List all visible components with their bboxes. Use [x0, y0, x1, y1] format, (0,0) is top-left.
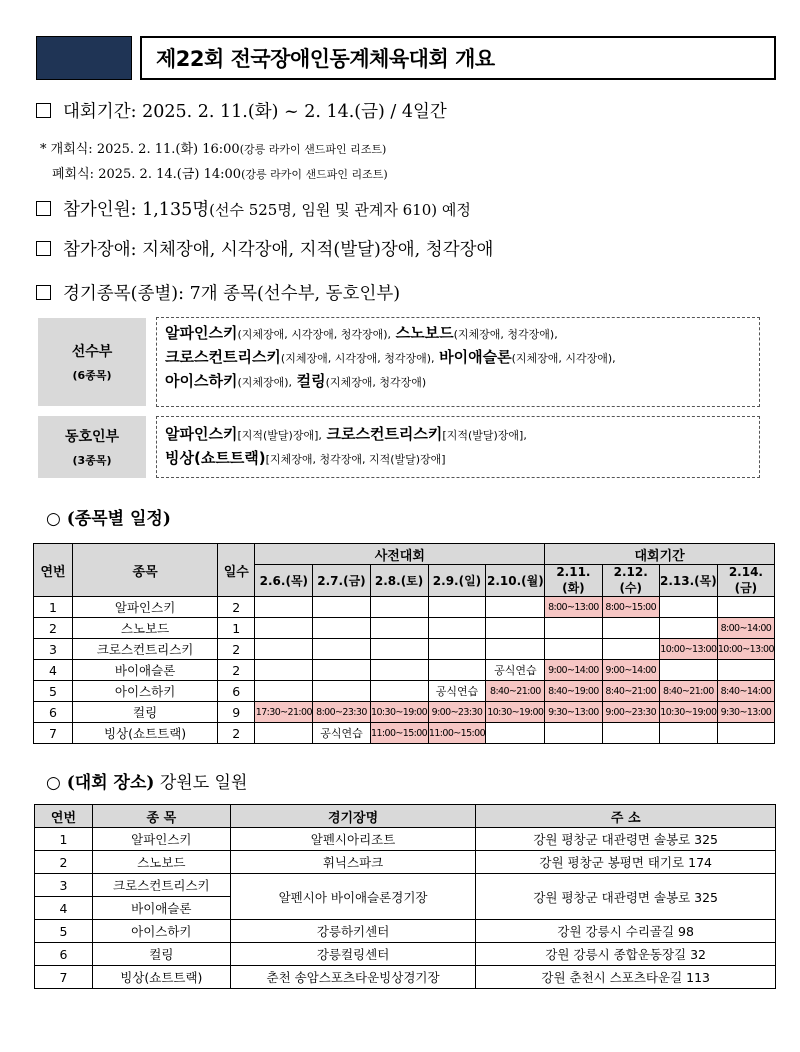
sport-name: 알파인스키	[165, 425, 238, 443]
club-line-1	[165, 423, 751, 447]
venue-no: 7	[35, 966, 93, 989]
venue-address: 강원 평창군 대관령면 솔봉로 325	[476, 874, 776, 920]
venue-heading	[46, 768, 247, 793]
venue-no: 4	[35, 897, 93, 920]
venue-sport: 아이스하키	[92, 920, 230, 943]
table-row	[34, 618, 775, 639]
schedule-cell	[659, 723, 717, 744]
venue-address: 강원 춘천시 스포츠타운길 113	[476, 966, 776, 989]
venue-header-no: 연번	[35, 805, 93, 828]
schedule-cell	[717, 597, 774, 618]
schedule-cell: 11:00~15:00	[370, 723, 428, 744]
schedule-cell	[659, 597, 717, 618]
venue-name: 춘천 송암스포츠타운빙상경기장	[230, 966, 476, 989]
sport-detail: (지체장애, 시각장애, 청각장애),	[280, 352, 435, 365]
title-block	[36, 36, 776, 80]
row-sport: 바이애슬론	[73, 660, 218, 681]
venue-name: 강릉하키센터	[230, 920, 476, 943]
athlete-division-title: 선수부	[71, 344, 113, 360]
schedule-cell	[370, 639, 428, 660]
checkbox-square-icon	[36, 103, 51, 118]
club-division-box	[156, 416, 760, 478]
row-no: 2	[34, 618, 73, 639]
schedule-cell	[370, 681, 428, 702]
venue-address: 강원 평창군 봉평면 태기로 174	[476, 851, 776, 874]
opening-value: 2025. 2. 11.(화) 16:00	[96, 142, 240, 157]
sports-count-line	[36, 280, 400, 305]
schedule-cell	[313, 639, 370, 660]
schedule-cell: 8:40~19:00	[545, 681, 602, 702]
row-no: 7	[34, 723, 73, 744]
venue-sport: 크로스컨트리스키	[92, 874, 230, 897]
venue-no: 5	[35, 920, 93, 943]
schedule-cell: 10:30~19:00	[370, 702, 428, 723]
schedule-cell	[313, 660, 370, 681]
sport-detail: (지체장애, 청각장애),	[453, 328, 558, 341]
schedule-cell: 공식연습	[428, 681, 486, 702]
checkbox-square-icon	[36, 241, 51, 256]
date-header: 2.8.(토)	[370, 565, 428, 597]
period-value: 2025. 2. 11.(화) ~ 2. 14.(금) / 4일간	[142, 102, 447, 122]
schedule-cell	[370, 660, 428, 681]
row-days: 2	[218, 723, 255, 744]
venue-address: 강원 강릉시 수리골길 98	[476, 920, 776, 943]
schedule-cell	[255, 597, 313, 618]
table-row	[35, 920, 776, 943]
schedule-cell	[486, 597, 545, 618]
venue-no: 3	[35, 874, 93, 897]
schedule-cell: 17:30~21:00	[255, 702, 313, 723]
sport-name: 바이애슬론	[439, 348, 512, 366]
schedule-cell	[255, 723, 313, 744]
row-days: 6	[218, 681, 255, 702]
date-header: 2.6.(목)	[255, 565, 313, 597]
date-header: 2.14.(금)	[717, 565, 774, 597]
schedule-cell: 10:00~13:00	[717, 639, 774, 660]
date-header: 2.12.(수)	[602, 565, 659, 597]
venue-sport: 빙상(쇼트트랙)	[92, 966, 230, 989]
sport-detail: (지체장애, 시각장애),	[511, 352, 616, 365]
table-row	[35, 943, 776, 966]
sport-detail: (지체장애, 시각장애, 청각장애),	[237, 328, 392, 341]
schedule-cell: 10:00~13:00	[659, 639, 717, 660]
schedule-cell	[659, 660, 717, 681]
schedule-cell	[255, 639, 313, 660]
date-header: 2.7.(금)	[313, 565, 370, 597]
participants-count: 1,135명	[142, 200, 210, 220]
athlete-line-1	[165, 322, 751, 346]
checkbox-square-icon	[36, 285, 51, 300]
table-row	[35, 874, 776, 897]
schedule-cell	[255, 618, 313, 639]
schedule-cell	[486, 639, 545, 660]
venue-header-venue: 경기장명	[230, 805, 476, 828]
header-no: 연번	[34, 544, 73, 597]
sport-detail: [지적(발달)장애],	[237, 429, 322, 442]
row-days: 2	[218, 639, 255, 660]
schedule-cell	[602, 639, 659, 660]
disabilities-label: 참가장애:	[63, 240, 137, 260]
schedule-cell	[428, 660, 486, 681]
row-days: 2	[218, 597, 255, 618]
period-line	[36, 98, 447, 123]
row-sport: 알파인스키	[73, 597, 218, 618]
page-title: 제22회 전국장애인동계체육대회 개요	[140, 36, 776, 80]
schedule-body	[34, 597, 775, 744]
table-row	[34, 639, 775, 660]
opening-label: * 개회식:	[40, 142, 93, 157]
closing-place: (강릉 라카이 샌드파인 리조트)	[241, 168, 388, 181]
schedule-cell	[602, 723, 659, 744]
closing-line	[52, 163, 388, 182]
row-sport: 크로스컨트리스키	[73, 639, 218, 660]
venue-heading-label: ○ (대회 장소)	[46, 773, 155, 793]
sport-detail: (지체장애, 청각장애)	[325, 376, 427, 389]
opening-place: (강릉 라카이 샌드파인 리조트)	[239, 143, 387, 156]
schedule-cell	[545, 723, 602, 744]
schedule-cell	[659, 618, 717, 639]
row-sport: 스노보드	[73, 618, 218, 639]
venue-header-sport: 종 목	[92, 805, 230, 828]
athlete-division-label	[38, 318, 146, 406]
header-sport: 종목	[73, 544, 218, 597]
schedule-heading: ○ (종목별 일정)	[46, 509, 171, 529]
venue-name: 알펜시아 바이애슬론경기장	[230, 874, 476, 920]
table-row	[34, 723, 775, 744]
venue-sport: 스노보드	[92, 851, 230, 874]
venue-heading-region: 강원도 일원	[159, 773, 248, 793]
venue-table	[34, 804, 776, 989]
schedule-cell	[717, 723, 774, 744]
table-row	[34, 660, 775, 681]
date-header: 2.10.(월)	[486, 565, 545, 597]
schedule-cell	[428, 618, 486, 639]
schedule-cell	[717, 660, 774, 681]
venue-address: 강원 평창군 대관령면 솔봉로 325	[476, 828, 776, 851]
venue-header-address: 주 소	[476, 805, 776, 828]
row-days: 2	[218, 660, 255, 681]
sport-name: 알파인스키	[165, 324, 238, 342]
table-row	[35, 851, 776, 874]
schedule-cell: 10:30~19:00	[659, 702, 717, 723]
venue-sport: 컬링	[92, 943, 230, 966]
row-no: 1	[34, 597, 73, 618]
table-row	[35, 966, 776, 989]
venue-address: 강원 강릉시 종합운동장길 32	[476, 943, 776, 966]
schedule-cell: 8:00~23:30	[313, 702, 370, 723]
sports-count-value: 7개 종목(선수부, 동호인부)	[189, 284, 401, 304]
schedule-cell: 10:30~19:00	[486, 702, 545, 723]
row-no: 5	[34, 681, 73, 702]
schedule-cell: 9:00~14:00	[602, 660, 659, 681]
participants-label: 참가인원:	[63, 200, 137, 220]
schedule-cell: 9:30~13:00	[545, 702, 602, 723]
sport-detail: [지체장애, 청각장애, 지적(발달)장애]	[265, 453, 446, 466]
venue-name: 알펜시아리조트	[230, 828, 476, 851]
schedule-cell: 8:00~13:00	[545, 597, 602, 618]
disabilities-line	[36, 236, 493, 261]
schedule-cell: 11:00~15:00	[428, 723, 486, 744]
venue-sport: 바이애슬론	[92, 897, 230, 920]
table-row	[34, 597, 775, 618]
venue-no: 6	[35, 943, 93, 966]
closing-value: 2025. 2. 14.(금) 14:00	[98, 167, 242, 182]
venue-sport: 알파인스키	[92, 828, 230, 851]
sport-name: 빙상(쇼트트랙)	[165, 449, 266, 467]
schedule-cell: 8:40~21:00	[486, 681, 545, 702]
row-days: 1	[218, 618, 255, 639]
sport-name: 크로스컨트리스키	[165, 348, 281, 366]
schedule-cell	[370, 618, 428, 639]
schedule-cell: 공식연습	[486, 660, 545, 681]
schedule-cell	[313, 618, 370, 639]
venue-name: 강릉컬링센터	[230, 943, 476, 966]
table-row	[35, 828, 776, 851]
schedule-cell: 8:40~14:00	[717, 681, 774, 702]
sport-name: 크로스컨트리스키	[326, 425, 443, 443]
date-header: 2.13.(목)	[659, 565, 717, 597]
venue-name: 휘닉스파크	[230, 851, 476, 874]
athlete-line-3	[165, 370, 751, 394]
schedule-cell: 9:00~14:00	[545, 660, 602, 681]
header-pre-event: 사전대회	[255, 544, 545, 565]
schedule-cell	[428, 639, 486, 660]
row-no: 4	[34, 660, 73, 681]
schedule-cell: 공식연습	[313, 723, 370, 744]
club-division-title: 동호인부	[64, 429, 120, 445]
schedule-cell	[255, 660, 313, 681]
row-no: 3	[34, 639, 73, 660]
sport-name: 아이스하키	[165, 372, 238, 390]
schedule-cell: 8:00~14:00	[717, 618, 774, 639]
sport-name: 스노보드	[395, 324, 454, 342]
row-days: 9	[218, 702, 255, 723]
schedule-cell: 9:00~23:30	[602, 702, 659, 723]
participants-line	[36, 196, 471, 221]
table-row	[34, 681, 775, 702]
schedule-table	[33, 543, 775, 744]
date-header: 2.9.(일)	[428, 565, 486, 597]
date-header: 2.11.(화)	[545, 565, 602, 597]
row-sport: 아이스하키	[73, 681, 218, 702]
venue-body	[35, 828, 776, 989]
athlete-division-count: (6종목)	[72, 369, 112, 382]
schedule-cell: 8:40~21:00	[659, 681, 717, 702]
table-row	[34, 702, 775, 723]
schedule-cell	[428, 597, 486, 618]
row-no: 6	[34, 702, 73, 723]
schedule-cell: 8:00~15:00	[602, 597, 659, 618]
title-decoration	[36, 36, 132, 80]
row-sport: 빙상(쇼트트랙)	[73, 723, 218, 744]
schedule-cell	[370, 597, 428, 618]
header-days: 일수	[218, 544, 255, 597]
schedule-cell	[545, 618, 602, 639]
venue-no: 2	[35, 851, 93, 874]
sport-detail: [지적(발달)장애],	[442, 429, 527, 442]
header-main-event: 대회기간	[545, 544, 775, 565]
schedule-cell	[545, 639, 602, 660]
venue-no: 1	[35, 828, 93, 851]
athlete-line-2	[165, 346, 751, 370]
disabilities-value: 지체장애, 시각장애, 지적(발달)장애, 청각장애	[142, 240, 494, 260]
schedule-cell	[486, 618, 545, 639]
sport-detail: (지체장애),	[237, 376, 293, 389]
closing-label: 폐회식:	[52, 167, 95, 182]
participants-detail: (선수 525명, 임원 및 관계자 610) 예정	[209, 201, 471, 219]
schedule-cell	[255, 681, 313, 702]
schedule-cell: 9:30~13:00	[717, 702, 774, 723]
schedule-cell	[313, 681, 370, 702]
schedule-cell	[486, 723, 545, 744]
period-label: 대회기간:	[63, 102, 137, 122]
sports-count-label: 경기종목(종별):	[63, 284, 184, 304]
checkbox-square-icon	[36, 201, 51, 216]
sport-name: 컬링	[296, 372, 326, 390]
schedule-cell: 9:00~23:30	[428, 702, 486, 723]
club-line-2	[165, 447, 751, 471]
club-division-label	[38, 416, 146, 478]
row-sport: 컬링	[73, 702, 218, 723]
schedule-cell	[313, 597, 370, 618]
schedule-cell	[602, 618, 659, 639]
schedule-cell: 8:40~21:00	[602, 681, 659, 702]
athlete-division-box	[156, 317, 760, 407]
opening-line	[40, 138, 386, 157]
club-division-count: (3종목)	[72, 454, 112, 467]
